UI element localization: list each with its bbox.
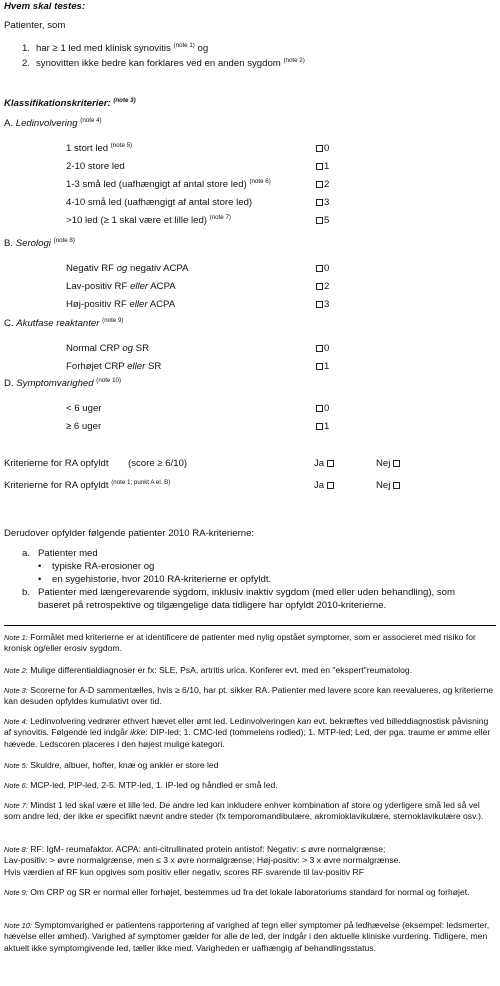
ra-yes-option [314,458,335,470]
score-value: 2 [324,281,330,292]
item-number: 1. [22,43,31,54]
criteria-row [66,197,252,209]
criteria-row [66,263,188,275]
ra-yes-label: Ja [314,480,327,491]
checkbox-icon [316,265,323,272]
score-value: 1 [324,421,330,432]
text-part: ikke [130,727,146,738]
score-value: 2 [324,179,330,190]
criteria-row [66,343,149,355]
footnote-label: Note 1: [4,633,28,642]
text-part: og [122,343,134,354]
additional-item-b-line2: baseret på retrospektive og tilgængelige data tidligere har opfyldt 2010-kriterierne. [38,600,387,611]
ra-line-label: Kriterierne for RA opfyldt [4,458,109,469]
text-part: Ledinvolvering vedrører ethvert hævet eller ømt led. Ledinvolveringen [30,716,298,726]
group-letter: D. [4,378,17,389]
item-suffix: og [194,43,209,54]
group-name: Symptomvarighed [16,378,94,389]
text-part: ACPA [147,299,176,310]
checkbox-icon [316,283,323,290]
criteria-row [66,361,161,373]
footnote [4,780,496,791]
checkbox-icon [316,405,323,412]
text-part: SR [145,361,162,372]
text-part: 4-10 små led (uafhængigt af antal store led) [66,197,253,208]
text-part: evt. bekræftes ved billeddiagnostisk påvisning af synovitis. Følgende led indgår [4,716,489,738]
note-ref: (note 3) [113,96,136,104]
text-part: 1-3 små led (uafhængigt af antal store led) [66,179,250,190]
note-ref: (note 2) [283,56,305,64]
score-value: 3 [324,299,330,310]
criteria-row [66,403,101,415]
text-part: kan [297,716,312,726]
footnote [4,844,496,878]
footnote-label: Note 7: [4,801,28,810]
group-letter: B. [4,238,16,249]
checkbox-icon [393,482,400,489]
checkbox-icon [316,181,323,188]
note-ref: (note 1) [173,41,195,49]
criteria-group-heading [4,118,102,130]
footnote-text: Skuldre, albuer, hofter, knæ og ankler er store led [30,760,219,770]
ra-yes-label: Ja [314,458,327,469]
item-text: har ≥ 1 led med klinisk synovitis [36,43,171,54]
note-ref: (note 8) [53,236,75,244]
criteria-row [66,421,101,433]
additional-bullet-2 [38,574,271,586]
text-part: eller [127,361,146,372]
note-ref: (note 6) [249,177,271,185]
footnote-label: Note 8: [4,845,28,854]
item-text: Patienter med [38,548,98,559]
criteria-score [316,343,329,355]
classification-title-text: Klassifikationskriterier: [4,98,111,109]
note-ref: (note 7) [209,213,231,221]
note-ref: (note 1; punkt A el. B) [111,478,171,486]
footnote-text: Mulige differentialdiagnoser er fx: SLE, PsA, artritis urica. Konferer evt. med en "ekspert"reumatolog. [30,665,413,675]
checkbox-icon [316,345,323,352]
score-value: 5 [324,215,330,226]
item-label: b. [22,587,31,598]
checkbox-icon [327,482,334,489]
section-who-intro: Patienter, som [4,20,66,31]
footnote-label: Note 2: [4,666,28,675]
group-letter: C. [4,318,17,329]
text-part: Lav-positiv RF [66,281,130,292]
text-part: SR [133,343,150,354]
ra-line-score-threshold: (score ≥ 6/10) [128,458,188,469]
criteria-score [316,179,329,191]
criteria-score [316,215,329,227]
criteria-row [66,281,176,293]
text-part: >10 led (≥ 1 skal være et lille led) [66,215,210,226]
score-value: 0 [324,403,330,414]
footnote-text: Scorerne for A-D sammentælles, hvis ≥ 6/10, har pt. sikker RA. Patienter med lavere score kan reevalueres, og kriterierne kan desuden opfyldes kumulativt over tid. [4,685,493,707]
footnote-text: Formålet med kriterierne er at identificere de patienter med nylig opstået symptomer, som er associeret med risiko for kronisk og/eller erosiv sygdom. [4,632,476,654]
footnote-text: Om CRP og SR er normal eller forhøjet, bestemmes ud fra det lokale laboratoriums standard for normal og forhøjet. [30,887,470,897]
footnote [4,760,496,771]
section-who-title: Hvem skal testes: [4,1,86,12]
footnote [4,920,496,954]
criteria-score [316,299,329,311]
text-part: ACPA [148,281,176,292]
criteria-group-heading [4,238,75,250]
score-value: 0 [324,263,330,274]
additional-item-a [22,548,98,560]
additional-item-b [22,587,455,599]
ra-yes-option [314,480,335,492]
criteria-score [316,281,329,293]
bullet-icon: • [38,561,42,572]
footnote-label: Note 4: [4,717,28,726]
footnote-line: RF: IgM- reumafaktor. ACPA: anti-citrullinated protein antistof: Negativ: ≤ øvre normalgrænse; [30,844,386,854]
item-text: synovitten ikke bedre kan forklares ved en anden sygdom [36,58,281,69]
additional-intro: Derudover opfylder følgende patienter 2010 RA-kriterierne: [4,528,255,539]
footnote-line: Lav-positiv: > øvre normalgrænse, men ≤ 3 x øvre normalgrænse; Høj-positiv: > 3 x øvre normalgrænse. [4,855,401,866]
ra-no-label: Nej [376,458,394,469]
footnote-label: Note 6: [4,781,28,790]
text-part: : DIP-led; 1. CMC-led (tommelens rodled); 1. MTP-led; Led, der pga. traume er ømme eller hævede. Ledscoren placeres i den højest mulige kategori. [4,727,491,749]
checkbox-icon [316,199,323,206]
footnote-text: MCP-led, PIP-led, 2-5. MTP-led, 1. IP-led og håndled er små led. [30,780,278,790]
additional-bullet-1 [38,561,154,573]
criteria-score [316,197,329,209]
checkbox-icon [316,145,323,152]
text-part: Forhøjet CRP [66,361,128,372]
checkbox-icon [316,363,323,370]
notes-divider [4,625,496,626]
text-part: 1 stort led [66,143,111,154]
text-part: og [116,263,128,274]
criteria-group-heading [4,378,121,390]
text-part: eller [129,299,148,310]
criteria-group-heading [4,318,123,330]
criteria-row [66,215,231,227]
footnote-text: Symptomvarighed er patientens rapportering af varighed af tegn eller symptomer på ledhævelse (eksempel: ledsmerter, hævelse eller ømhed). Varighed af symptomer gælder for alle de led, der indgår i den aktuelle kliniske vurdering. Tidligere, men aktuelt ikke symptomgivende led, tæller ikke med. Varigheden er uafhængig af behandlingsstatus. [4,920,490,953]
footnote-line: Hvis værdien af RF kun opgives som positiv eller negativ, scores RF svarende til lav-positiv RF [4,866,364,877]
score-value: 1 [324,361,330,372]
footnote [4,665,496,676]
bullet-icon: • [38,574,42,585]
criterion-item-1 [22,43,208,55]
text-part: < 6 uger [66,403,102,414]
ra-line-text [4,480,170,492]
text-part: Negativ RF [66,263,117,274]
footnote-label: Note 5: [4,761,28,770]
score-value: 1 [324,161,330,172]
text-part: Høj-positiv RF [66,299,130,310]
bullet-text: typiske RA-erosioner og [52,561,155,572]
footnote [4,632,496,655]
note-ref: (note 9) [102,316,124,324]
checkbox-icon [316,217,323,224]
ra-line-text [4,458,109,470]
criteria-row [66,299,175,311]
criteria-score [316,361,329,373]
ra-no-option [376,480,401,492]
score-value: 3 [324,197,330,208]
text-part: negativ ACPA [127,263,189,274]
item-text-line: Patienter med længerevarende sygdom, inklusiv inaktiv sygdom (med eller uden behandling), som [38,587,456,598]
footnote-label: Note 3: [4,686,28,695]
footnote [4,685,496,708]
footnote-text: Mindst 1 led skal være et lille led. De andre led kan inkludere enhver kombination af store og yderligere små led så vel som andre led, der ikke er specifikt nævnt andre steder (fx temporomandibulære, akromioklavikulære, sternoklavikulære osv.). [4,800,484,822]
footnote-label: Note 10: [4,921,32,930]
checkbox-icon [327,460,334,467]
checkbox-icon [316,423,323,430]
item-label: a. [22,548,31,559]
group-name: Akutfase reaktanter [16,318,100,329]
footnote [4,800,496,823]
note-ref: (note 5) [110,141,133,149]
criteria-row [66,179,271,191]
text-part: eller [129,281,149,292]
criteria-score [316,263,329,275]
classification-title [4,98,136,110]
checkbox-icon [316,301,323,308]
criteria-score [316,403,329,415]
score-value: 0 [324,343,330,354]
group-name: Serologi [15,238,51,249]
criteria-row [66,143,132,155]
checkbox-icon [393,460,400,467]
footnote-label: Note 9: [4,888,28,897]
score-value: 0 [324,143,330,154]
group-letter: A. [4,118,16,129]
bullet-text: en sygehistorie, hvor 2010 RA-kriterierne er opfyldt. [52,574,272,585]
footnote [4,887,496,898]
ra-line-label: Kriterierne for RA opfyldt [4,480,109,491]
footnote [4,716,496,750]
item-number: 2. [22,58,31,69]
criteria-score [316,421,329,433]
group-name: Ledinvolvering [15,118,78,129]
ra-no-label: Nej [376,480,394,491]
text-part: Normal CRP [66,343,123,354]
ra-no-option [376,458,401,470]
criteria-score [316,143,329,155]
note-ref: (note 4) [80,116,102,124]
checkbox-icon [316,163,323,170]
criteria-score [316,161,329,173]
note-ref: (note 10) [96,376,122,384]
text-part: 2-10 store led [66,161,125,172]
text-part: ≥ 6 uger [66,421,102,432]
criterion-item-2 [22,58,305,70]
criteria-row [66,161,125,173]
